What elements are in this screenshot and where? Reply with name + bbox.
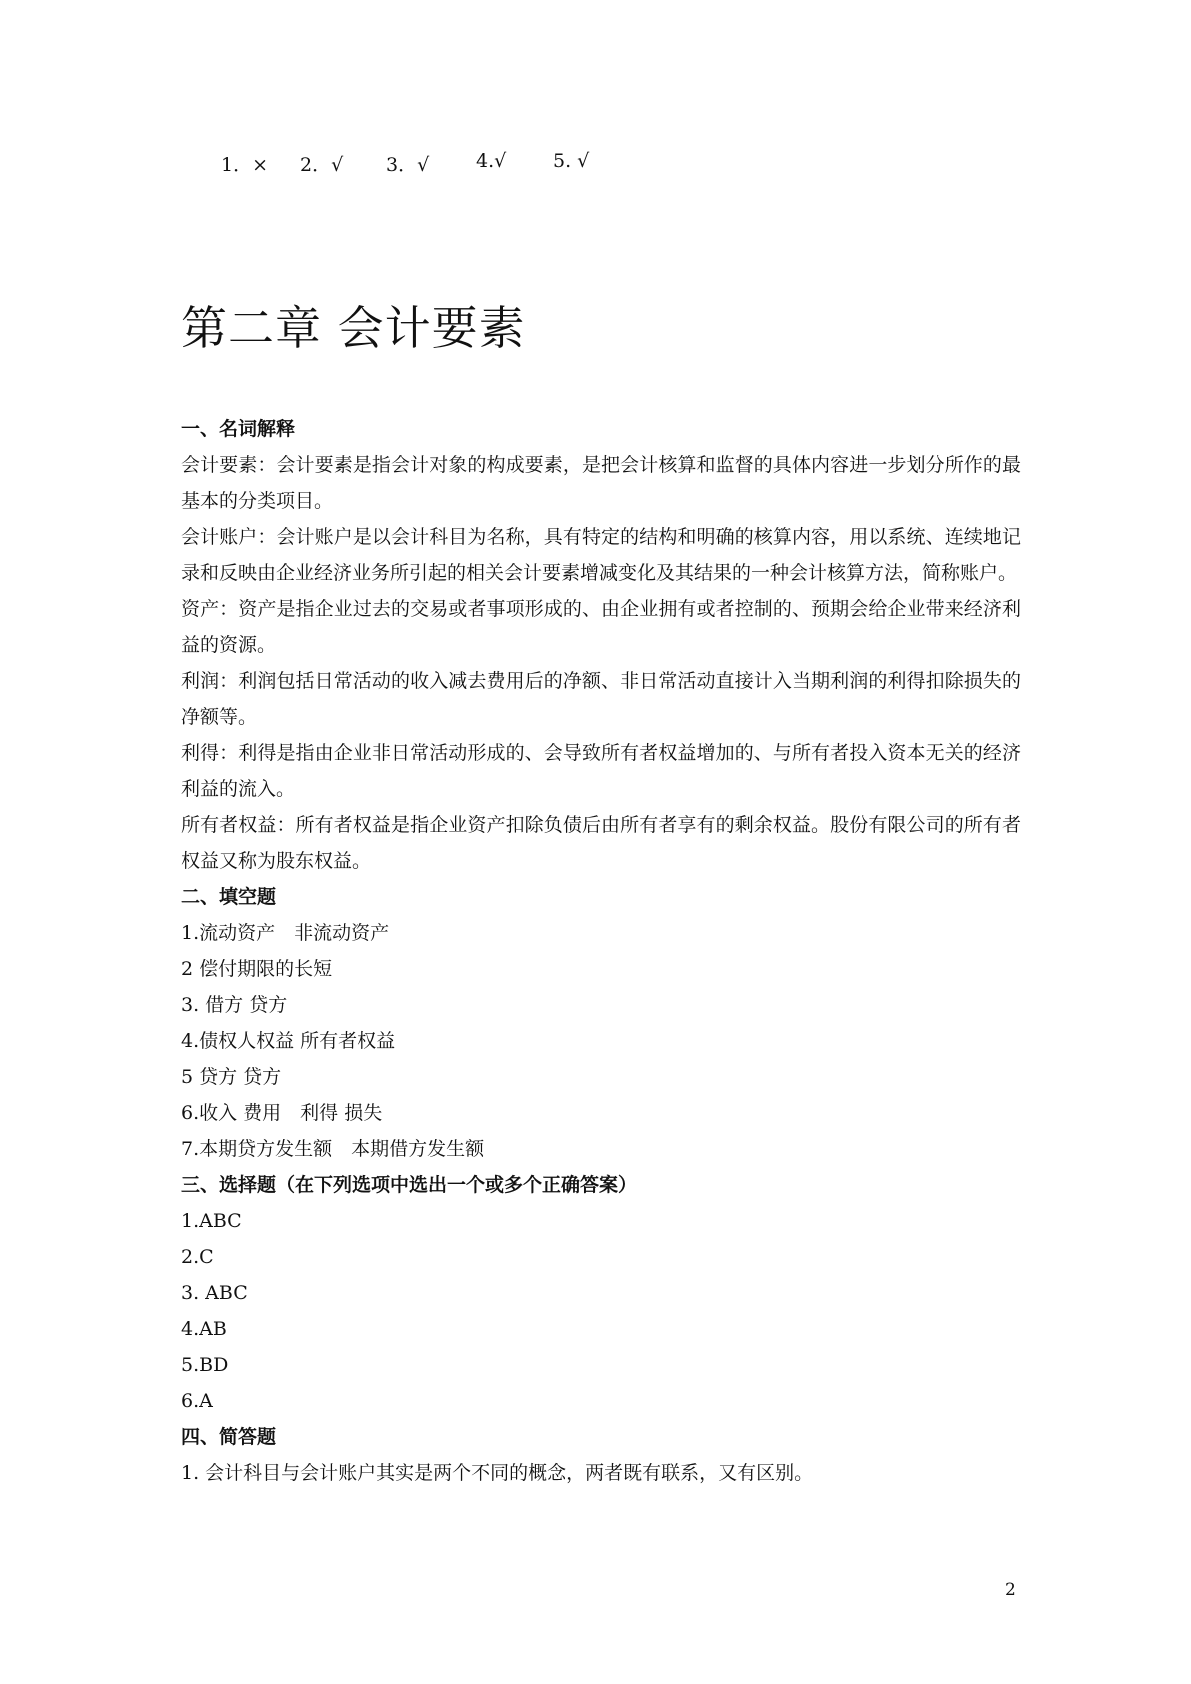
tf-answer-4: 4.√ bbox=[476, 150, 507, 172]
definition-profit: 利润：利润包括日常活动的收入减去费用后的净额、非日常活动直接计入当期利润的利得扣除损失的净额等。 bbox=[181, 670, 1021, 728]
fill-blank-answer-7: 7.本期贷方发生额 本期借方发生额 bbox=[181, 1138, 485, 1160]
choice-answer-3: 3. ABC bbox=[181, 1282, 248, 1304]
definition-gains: 利得：利得是指由企业非日常活动形成的、会导致所有者权益增加的、与所有者投入资本无关的经济利益的流入。 bbox=[181, 742, 1021, 800]
fill-blank-answer-4: 4.债权人权益 所有者权益 bbox=[181, 1030, 396, 1052]
definition-accounting-elements: 会计要素：会计要素是指会计对象的构成要素，是把会计核算和监督的具体内容进一步划分所作的最基本的分类项目。 bbox=[181, 454, 1021, 512]
true-false-answers bbox=[0, 150, 1191, 180]
short-answer-1: 1. 会计科目与会计账户其实是两个不同的概念，两者既有联系，又有区别。 bbox=[181, 1462, 814, 1484]
page-number: 2 bbox=[1005, 1580, 1016, 1600]
tf-answer-5: 5. √ bbox=[553, 150, 590, 172]
fill-blank-answer-5: 5 贷方 贷方 bbox=[181, 1066, 282, 1088]
definition-accounting-account: 会计账户：会计账户是以会计科目为名称，具有特定的结构和明确的核算内容，用以系统、连续地记录和反映由企业经济业务所引起的相关会计要素增减变化及其结果的一种会计核算方法，简称账户。 bbox=[181, 526, 1021, 584]
definition-assets: 资产：资产是指企业过去的交易或者事项形成的、由企业拥有或者控制的、预期会给企业带来经济利益的资源。 bbox=[181, 598, 1021, 656]
fill-blank-answer-2: 2 偿付期限的长短 bbox=[181, 958, 333, 980]
choice-answer-2: 2.C bbox=[181, 1246, 214, 1268]
tf-answer-3: 3．√ bbox=[386, 154, 430, 176]
choice-answer-1: 1.ABC bbox=[181, 1210, 242, 1232]
choice-answer-6: 6.A bbox=[181, 1390, 213, 1412]
chapter-content bbox=[181, 411, 1021, 1491]
definition-owners-equity: 所有者权益：所有者权益是指企业资产扣除负债后由所有者享有的剩余权益。股份有限公司的所有者权益又称为股东权益。 bbox=[181, 814, 1021, 872]
tf-answer-1: 1．× bbox=[221, 154, 269, 176]
section-heading-short-answer: 四、简答题 bbox=[181, 1426, 277, 1448]
choice-answer-4: 4.AB bbox=[181, 1318, 227, 1340]
fill-blank-answer-1: 1.流动资产 非流动资产 bbox=[181, 922, 390, 944]
section-heading-fill-blanks: 二、填空题 bbox=[181, 886, 277, 908]
fill-blank-answer-6: 6.收入 费用 利得 损失 bbox=[181, 1102, 383, 1124]
section-heading-multiple-choice: 三、选择题（在下列选项中选出一个或多个正确答案） bbox=[181, 1174, 638, 1196]
fill-blank-answer-3: 3. 借方 贷方 bbox=[181, 994, 288, 1016]
tf-answer-2: 2．√ bbox=[300, 154, 344, 176]
chapter-title: 第二章 会计要素 bbox=[181, 301, 526, 355]
section-heading-definitions: 一、名词解释 bbox=[181, 418, 296, 440]
choice-answer-5: 5.BD bbox=[181, 1354, 229, 1376]
